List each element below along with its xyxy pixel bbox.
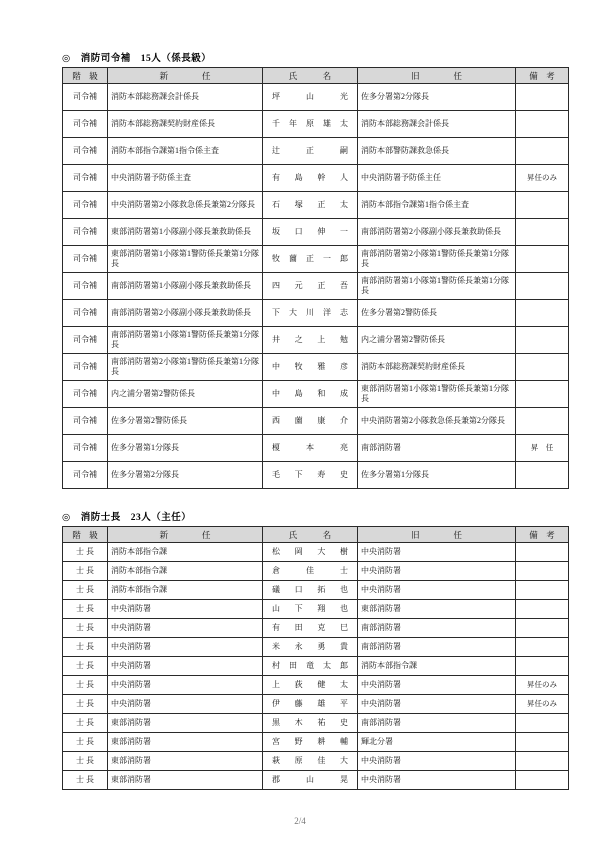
name-cell: 松 岡 大 樹	[263, 543, 358, 562]
rank-cell: 士 長	[63, 543, 108, 562]
new-post-cell: 佐多分署第1分隊長	[108, 435, 263, 462]
rank-cell: 士 長	[63, 771, 108, 790]
note-cell: 昇任のみ	[516, 676, 569, 695]
old-post-cell: 南部消防署	[358, 638, 516, 657]
table-row	[63, 354, 569, 381]
table-row	[63, 676, 569, 695]
header-new-post: 新 任	[108, 527, 263, 543]
new-post-cell: 中央消防署	[108, 638, 263, 657]
rank-cell: 士 長	[63, 638, 108, 657]
rank-cell: 士 長	[63, 600, 108, 619]
table-row	[63, 752, 569, 771]
new-post-cell: 中央消防署	[108, 695, 263, 714]
note-cell	[516, 111, 569, 138]
note-cell: 昇任のみ	[516, 165, 569, 192]
header-rank: 階 級	[63, 527, 108, 543]
note-cell	[516, 408, 569, 435]
header-new-post: 新 任	[108, 68, 263, 84]
table-row	[63, 733, 569, 752]
new-post-cell: 南部消防署第1小隊第1警防係長兼第1分隊長	[108, 327, 263, 354]
rank-cell: 司令補	[63, 219, 108, 246]
table-row	[63, 695, 569, 714]
header-remarks: 備 考	[516, 527, 569, 543]
new-post-cell: 東部消防署	[108, 733, 263, 752]
table-row	[63, 165, 569, 192]
table-row	[63, 381, 569, 408]
note-cell	[516, 327, 569, 354]
old-post-cell: 東部消防署	[358, 600, 516, 619]
new-post-cell: 南部消防署第2小隊第1警防係長兼第1分隊長	[108, 354, 263, 381]
rank-cell: 士 長	[63, 619, 108, 638]
new-post-cell: 中央消防署	[108, 619, 263, 638]
old-post-cell: 内之浦分署第2警防係長	[358, 327, 516, 354]
name-cell: 牧 薗 正 一 郎	[263, 246, 358, 273]
rank-cell: 司令補	[63, 273, 108, 300]
name-cell: 米 永 勇 貴	[263, 638, 358, 657]
header-rank: 階 級	[63, 68, 108, 84]
table-row	[63, 192, 569, 219]
rank-cell: 司令補	[63, 435, 108, 462]
table-row	[63, 138, 569, 165]
table-row	[63, 462, 569, 489]
name-cell: 村 田 竜 太 郎	[263, 657, 358, 676]
new-post-cell: 内之浦分署第2警防係長	[108, 381, 263, 408]
note-cell	[516, 562, 569, 581]
new-post-cell: 中央消防署	[108, 600, 263, 619]
old-post-cell: 中央消防署	[358, 771, 516, 790]
table-row	[63, 600, 569, 619]
old-post-cell: 中央消防署	[358, 752, 516, 771]
name-cell: 石 塚 正 太	[263, 192, 358, 219]
table-row	[63, 408, 569, 435]
note-cell	[516, 84, 569, 111]
table-header-row	[63, 527, 569, 543]
old-post-cell: 佐多分署第1分隊長	[358, 462, 516, 489]
personnel-table-shireiho	[62, 67, 569, 489]
note-cell	[516, 771, 569, 790]
section-title-shicho: ◎ 消防士長 23人（主任）	[62, 513, 192, 523]
new-post-cell: 佐多分署第2警防係長	[108, 408, 263, 435]
note-cell	[516, 600, 569, 619]
note-cell	[516, 246, 569, 273]
old-post-cell: 南部消防署第2小隊第1警防係長兼第1分隊長	[358, 246, 516, 273]
old-post-cell: 中央消防署	[358, 695, 516, 714]
note-cell	[516, 619, 569, 638]
note-cell	[516, 354, 569, 381]
rank-cell: 司令補	[63, 165, 108, 192]
new-post-cell: 東部消防署第1小隊第1警防係長兼第1分隊長	[108, 246, 263, 273]
note-cell	[516, 462, 569, 489]
old-post-cell: 南部消防署	[358, 435, 516, 462]
new-post-cell: 消防本部総務課契約財産係長	[108, 111, 263, 138]
note-cell	[516, 581, 569, 600]
header-old-post: 旧 任	[358, 68, 516, 84]
name-cell: 宮 野 耕 輔	[263, 733, 358, 752]
note-cell	[516, 638, 569, 657]
name-cell: 倉 佳 士	[263, 562, 358, 581]
rank-cell: 士 長	[63, 581, 108, 600]
rank-cell: 司令補	[63, 300, 108, 327]
table-row	[63, 84, 569, 111]
rank-cell: 司令補	[63, 354, 108, 381]
rank-cell: 司令補	[63, 462, 108, 489]
rank-cell: 士 長	[63, 562, 108, 581]
old-post-cell: 消防本部指令課	[358, 657, 516, 676]
rank-cell: 士 長	[63, 752, 108, 771]
old-post-cell: 中央消防署予防係主任	[358, 165, 516, 192]
note-cell	[516, 192, 569, 219]
note-cell	[516, 543, 569, 562]
name-cell: 伊 藤 雄 平	[263, 695, 358, 714]
name-cell: 萩 原 佳 大	[263, 752, 358, 771]
old-post-cell: 佐多分署第2警防係長	[358, 300, 516, 327]
note-cell	[516, 657, 569, 676]
name-cell: 辻 正 嗣	[263, 138, 358, 165]
table-row	[63, 327, 569, 354]
old-post-cell: 南部消防署	[358, 714, 516, 733]
name-cell: 有 島 幹 人	[263, 165, 358, 192]
table-row	[63, 246, 569, 273]
new-post-cell: 南部消防署第1小隊副小隊長兼救助係長	[108, 273, 263, 300]
note-cell	[516, 733, 569, 752]
old-post-cell: 南部消防署	[358, 619, 516, 638]
new-post-cell: 東部消防署	[108, 752, 263, 771]
table-row	[63, 619, 569, 638]
table-row	[63, 219, 569, 246]
old-post-cell: 南部消防署第2小隊副小隊長兼救助係長	[358, 219, 516, 246]
new-post-cell: 消防本部指令課第1指令係主査	[108, 138, 263, 165]
old-post-cell: 中央消防署	[358, 676, 516, 695]
rank-cell: 司令補	[63, 138, 108, 165]
rank-cell: 司令補	[63, 408, 108, 435]
rank-cell: 士 長	[63, 676, 108, 695]
note-cell: 昇 任	[516, 435, 569, 462]
name-cell: 坪 山 光	[263, 84, 358, 111]
table-row	[63, 111, 569, 138]
name-cell: 有 田 克 巳	[263, 619, 358, 638]
table-row	[63, 657, 569, 676]
old-post-cell: 中央消防署第2小隊救急係長兼第2分隊長	[358, 408, 516, 435]
new-post-cell: 佐多分署第2分隊長	[108, 462, 263, 489]
rank-cell: 士 長	[63, 695, 108, 714]
name-cell: 郡 山 晃	[263, 771, 358, 790]
rank-cell: 司令補	[63, 84, 108, 111]
note-cell	[516, 752, 569, 771]
table-row	[63, 581, 569, 600]
rank-cell: 司令補	[63, 327, 108, 354]
name-cell: 毛 下 寿 史	[263, 462, 358, 489]
name-cell: 山 下 翔 也	[263, 600, 358, 619]
new-post-cell: 東部消防署	[108, 714, 263, 733]
rank-cell: 士 長	[63, 733, 108, 752]
name-cell: 礒 口 拓 也	[263, 581, 358, 600]
rank-cell: 士 長	[63, 714, 108, 733]
note-cell: 昇任のみ	[516, 695, 569, 714]
new-post-cell: 南部消防署第2小隊副小隊長兼救助係長	[108, 300, 263, 327]
section-shicho	[62, 509, 568, 790]
name-cell: 千 年 原 雄 太	[263, 111, 358, 138]
old-post-cell: 消防本部警防課救急係長	[358, 138, 516, 165]
new-post-cell: 中央消防署第2小隊救急係長兼第2分隊長	[108, 192, 263, 219]
new-post-cell: 中央消防署	[108, 676, 263, 695]
note-cell	[516, 381, 569, 408]
name-cell: 坂 口 伸 一	[263, 219, 358, 246]
table-row	[63, 300, 569, 327]
new-post-cell: 消防本部指令課	[108, 581, 263, 600]
new-post-cell: 中央消防署予防係主査	[108, 165, 263, 192]
old-post-cell: 東部消防署第1小隊第1警防係長兼第1分隊長	[358, 381, 516, 408]
new-post-cell: 消防本部指令課	[108, 543, 263, 562]
new-post-cell: 中央消防署	[108, 657, 263, 676]
table-row	[63, 562, 569, 581]
name-cell: 中 島 和 成	[263, 381, 358, 408]
old-post-cell: 消防本部総務課契約財産係長	[358, 354, 516, 381]
old-post-cell: 輝北分署	[358, 733, 516, 752]
old-post-cell: 佐多分署第2分隊長	[358, 84, 516, 111]
table-header-row	[63, 68, 569, 84]
rank-cell: 士 長	[63, 657, 108, 676]
note-cell	[516, 300, 569, 327]
new-post-cell: 東部消防署第1小隊副小隊長兼救助係長	[108, 219, 263, 246]
table-row	[63, 543, 569, 562]
rank-cell: 司令補	[63, 192, 108, 219]
note-cell	[516, 273, 569, 300]
header-remarks: 備 考	[516, 68, 569, 84]
table-row	[63, 435, 569, 462]
name-cell: 下 大 川 洋 志	[263, 300, 358, 327]
name-cell: 四 元 正 吾	[263, 273, 358, 300]
table-row	[63, 771, 569, 790]
old-post-cell: 中央消防署	[358, 543, 516, 562]
name-cell: 中 牧 雅 彦	[263, 354, 358, 381]
table-row	[63, 273, 569, 300]
name-cell: 井 之 上 勉	[263, 327, 358, 354]
note-cell	[516, 714, 569, 733]
name-cell: 黒 木 祐 史	[263, 714, 358, 733]
section-title-shireiho: ◎ 消防司令補 15人（係長級）	[62, 54, 212, 64]
old-post-cell: 消防本部総務課会計係長	[358, 111, 516, 138]
name-cell: 榎 本 亮	[263, 435, 358, 462]
name-cell: 西 薗 康 介	[263, 408, 358, 435]
new-post-cell: 消防本部指令課	[108, 562, 263, 581]
personnel-table-shicho	[62, 526, 569, 790]
old-post-cell: 南部消防署第1小隊第1警防係長兼第1分隊長	[358, 273, 516, 300]
section-shireiho	[62, 50, 568, 489]
page-number: 2/4	[294, 816, 306, 826]
rank-cell: 司令補	[63, 381, 108, 408]
new-post-cell: 消防本部総務課会計係長	[108, 84, 263, 111]
note-cell	[516, 138, 569, 165]
note-cell	[516, 219, 569, 246]
old-post-cell: 消防本部指令課第1指令係主査	[358, 192, 516, 219]
table-row	[63, 638, 569, 657]
old-post-cell: 中央消防署	[358, 562, 516, 581]
header-name: 氏 名	[263, 527, 358, 543]
header-old-post: 旧 任	[358, 527, 516, 543]
old-post-cell: 中央消防署	[358, 581, 516, 600]
table-row	[63, 714, 569, 733]
rank-cell: 司令補	[63, 246, 108, 273]
header-name: 氏 名	[263, 68, 358, 84]
name-cell: 上 荻 健 太	[263, 676, 358, 695]
page-content	[62, 50, 568, 790]
rank-cell: 司令補	[63, 111, 108, 138]
new-post-cell: 東部消防署	[108, 771, 263, 790]
